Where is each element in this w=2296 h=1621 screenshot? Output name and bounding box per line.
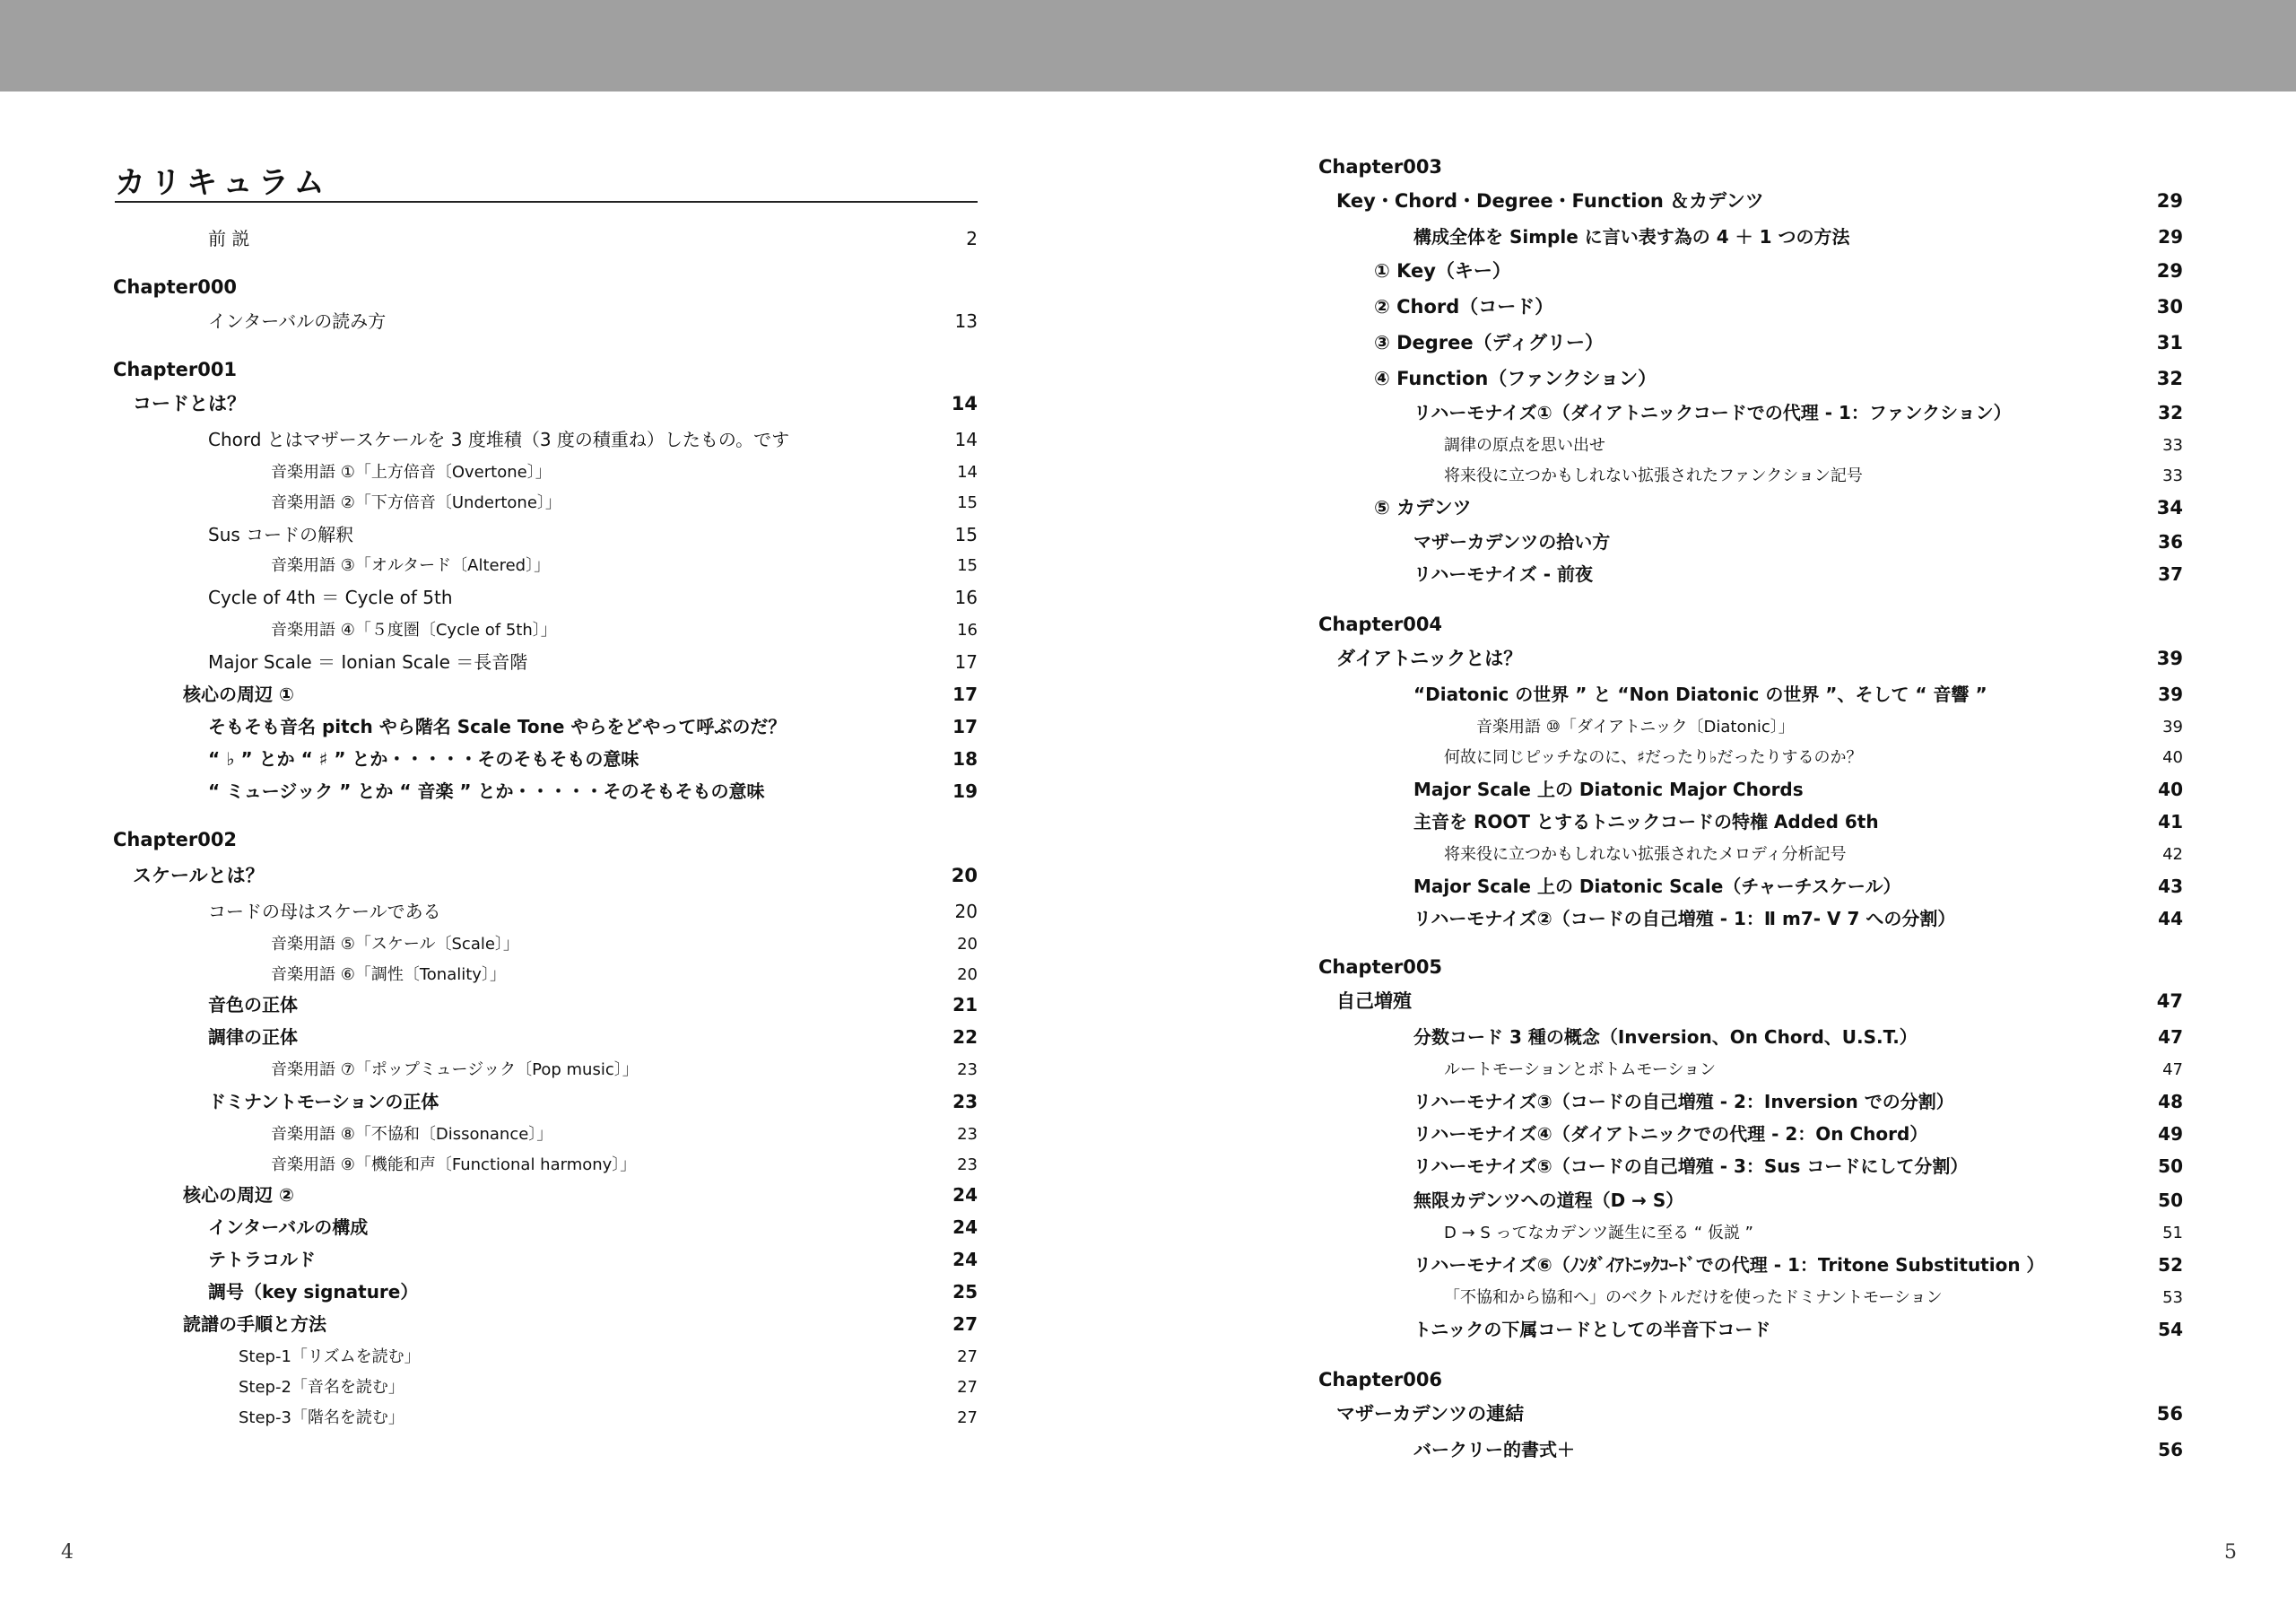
toc-entry-page: 27 — [957, 1378, 978, 1397]
toc-entry — [208, 307, 978, 333]
toc-entry-title: 調律の正体 — [208, 1026, 298, 1048]
toc-entry-page: 50 — [2158, 1155, 2183, 1177]
toc-entry — [1444, 463, 2183, 486]
toc-entry — [133, 389, 978, 416]
toc-entry-title: ② Chord（コード） — [1374, 296, 1554, 318]
toc-entry-page: 23 — [957, 1060, 978, 1079]
toc-entry — [208, 425, 978, 451]
curriculum-title — [115, 165, 978, 203]
toc-entry-page: 15 — [957, 493, 978, 512]
toc-entry-page: 13 — [954, 310, 978, 332]
toc-entry-title: Chapter006 — [1318, 1369, 1443, 1390]
toc-entry-page: 44 — [2158, 908, 2183, 929]
toc-entry-page: 36 — [2158, 531, 2183, 553]
toc-entry — [1413, 1315, 2183, 1341]
toc-entry-title: Chapter000 — [113, 276, 238, 298]
toc-entry — [133, 861, 978, 888]
toc-entry-page: 20 — [951, 865, 978, 886]
toc-entry-page: 20 — [954, 901, 978, 922]
toc-entry — [271, 1152, 978, 1175]
page-number-left: 4 — [61, 1541, 74, 1564]
toc-entry-page: 29 — [2156, 260, 2183, 282]
toc-entry-title: D → S ってなカデンツ誕生に至る “ 仮説 ” — [1444, 1224, 1753, 1242]
toc-entry-title: Step-1「リズムを読む」 — [239, 1347, 421, 1366]
toc-entry-title: 音楽用語 ⑥「調性〔Tonality〕」 — [271, 965, 506, 984]
toc-entry-page: 23 — [957, 1155, 978, 1174]
toc-entry — [271, 553, 978, 576]
toc-entry — [1336, 987, 2183, 1014]
toc-entry — [1413, 807, 2183, 833]
toc-entry — [208, 1213, 978, 1239]
toc-entry-page: 32 — [2158, 402, 2183, 423]
toc-entry — [1444, 432, 2183, 456]
toc-entry — [1413, 1435, 2183, 1461]
toc-entry — [183, 680, 978, 706]
toc-entry-title: Step-3「階名を読む」 — [239, 1408, 404, 1427]
toc-entry-title: 将来役に立つかもしれない拡張されたメロディ分析記号 — [1444, 845, 1847, 864]
toc-entry-title: Cycle of 4th ＝ Cycle of 5th — [208, 587, 453, 608]
toc-entry — [1444, 841, 2183, 865]
toc-entry-page: 39 — [2162, 718, 2183, 736]
toc-entry-page: 56 — [2158, 1439, 2183, 1460]
toc-entry-title: 音楽用語 ③「オルタード〔Altered〕」 — [271, 556, 551, 575]
toc-entry — [208, 648, 978, 674]
toc-entry-title: マザーカデンツの拾い方 — [1413, 531, 1611, 553]
toc-entry-title: 音楽用語 ②「下方倍音〔Undertone〕」 — [271, 493, 561, 512]
toc-entry-title: ダイアトニックとは？ — [1336, 648, 1523, 669]
toc-entry — [1476, 714, 2183, 737]
toc-entry — [1444, 1285, 2183, 1308]
toc-entry-page: 16 — [957, 621, 978, 640]
toc-entry-title: 「不協和から協和へ」のベクトルだけを使ったドミナントモーション — [1444, 1288, 1943, 1307]
toc-entry-title: 何故に同じピッチなのに、♯だったり♭だったりするのか？ — [1444, 748, 1863, 767]
toc-entry — [239, 1344, 978, 1367]
chapter-heading — [1318, 1369, 2183, 1390]
toc-entry-title: トニックの下属コードとしての半音下コード — [1413, 1319, 1771, 1340]
toc-entry-page: 32 — [2156, 368, 2183, 389]
toc-entry-page: 37 — [2158, 563, 2183, 585]
toc-entry-title: バークリー的書式＋ — [1413, 1439, 1575, 1460]
toc-entry — [1444, 745, 2183, 768]
toc-entry-page: 52 — [2158, 1254, 2183, 1276]
toc-entry-title: インターバルの読み方 — [208, 310, 387, 332]
toc-entry — [1413, 775, 2183, 801]
toc-entry — [1374, 292, 2183, 319]
toc-entry-title: Major Scale 上の Diatonic Scale（チャーチスケール） — [1413, 876, 1901, 897]
toc-entry — [271, 459, 978, 483]
toc-entry-title: 音楽用語 ⑩「ダイアトニック〔Diatonic〕」 — [1476, 718, 1795, 736]
toc-entry-title: 音楽用語 ⑧「不協和〔Dissonance〕」 — [271, 1125, 553, 1144]
toc-entry-title: 読譜の手順と方法 — [183, 1313, 326, 1335]
toc-entry-page: 14 — [957, 463, 978, 482]
toc-entry — [271, 1121, 978, 1145]
toc-entry — [1374, 257, 2183, 283]
toc-entry-title: Chord とはマザースケールを 3 度堆積（3 度の積重ね）したもの。です — [208, 429, 790, 450]
toc-entry — [183, 1181, 978, 1207]
toc-entry-title: Major Scale ＝ Ionian Scale ＝長音階 — [208, 651, 528, 673]
toc-entry-page: 47 — [2156, 990, 2183, 1012]
toc-entry-page: 51 — [2162, 1224, 2183, 1242]
toc-entry — [1374, 493, 2183, 520]
toc-entry — [1413, 904, 2183, 930]
toc-entry — [271, 617, 978, 641]
toc-entry — [271, 962, 978, 985]
toc-entry-title: スケールとは？ — [133, 865, 265, 886]
toc-entry — [208, 1087, 978, 1113]
toc-entry-page: 53 — [2162, 1288, 2183, 1307]
toc-entry-page: 47 — [2162, 1060, 2183, 1079]
toc-entry — [208, 777, 978, 803]
toc-entry-page: 20 — [957, 935, 978, 954]
toc-entry-title: リハーモナイズ①（ダイアトニックコードでの代理 - 1：ファンクション） — [1413, 402, 2012, 423]
toc-entry — [1413, 1087, 2183, 1113]
toc-entry — [208, 1277, 978, 1303]
toc-entry-page: 14 — [951, 393, 978, 414]
toc-entry-title: Chapter005 — [1318, 956, 1443, 978]
toc-entry-title: 核心の周辺 ② — [183, 1184, 294, 1206]
toc-entry-page: 48 — [2158, 1091, 2183, 1112]
toc-entry — [1444, 1057, 2183, 1080]
toc-entry — [208, 1245, 978, 1271]
toc-entry-page: 43 — [2158, 876, 2183, 897]
toc-entry-page: 14 — [954, 429, 978, 450]
toc-entry-page: 29 — [2158, 226, 2183, 248]
toc-entry-title: Chapter004 — [1318, 614, 1443, 635]
toc-entry-title: Key・Chord・Degree・Function ＆カデンツ — [1336, 190, 1764, 212]
toc-entry — [208, 897, 978, 923]
toc-entry-page: 33 — [2162, 436, 2183, 455]
toc-entry-page: 40 — [2162, 748, 2183, 767]
toc-entry-title: Chapter003 — [1318, 156, 1443, 178]
toc-entry — [208, 520, 978, 546]
toc-entry — [239, 1374, 978, 1398]
toc-entry-title: 構成全体を Simple に言い表す為の 4 ＋ 1 つの方法 — [1413, 226, 1850, 248]
toc-entry-page: 31 — [2156, 332, 2183, 353]
toc-entry-page: 56 — [2156, 1403, 2183, 1425]
chapter-heading — [113, 829, 978, 850]
toc-entry-page: 33 — [2162, 466, 2183, 485]
toc-entry-title: “Diatonic の世界 ” と “Non Diatonic の世界 ”、そして “ 音響 ” — [1413, 684, 1987, 705]
toc-entry-page: 17 — [952, 716, 978, 737]
toc-entry — [1413, 1120, 2183, 1146]
toc-entry-title: リハーモナイズ②（コードの自己増殖 - 1：Ⅱ m7- Ⅴ 7 への分割） — [1413, 908, 1956, 929]
toc-entry-title: 調号（key signature） — [208, 1281, 419, 1303]
toc-entry — [271, 490, 978, 513]
toc-entry-title: 前 説 — [208, 228, 250, 249]
toc-entry — [1413, 872, 2183, 898]
toc-entry-title: 音楽用語 ①「上方倍音〔Overtone〕」 — [271, 463, 552, 482]
toc-entry — [1413, 1152, 2183, 1178]
toc-entry — [271, 931, 978, 954]
toc-entry-page: 49 — [2158, 1123, 2183, 1145]
toc-entry — [208, 1023, 978, 1049]
toc-entry-page: 39 — [2156, 648, 2183, 669]
toc-entry-page: 25 — [952, 1281, 978, 1303]
chapter-heading — [1318, 156, 2183, 178]
toc-entry-title: リハーモナイズ⑤（コードの自己増殖 - 3：Sus コードにして分割） — [1413, 1155, 1969, 1177]
toc-entry — [208, 712, 978, 738]
toc-entry-page: 24 — [952, 1249, 978, 1270]
toc-entry-page: 23 — [952, 1091, 978, 1112]
toc-entry-page: 17 — [952, 684, 978, 705]
toc-entry-page: 34 — [2156, 497, 2183, 519]
chapter-heading — [113, 359, 978, 380]
toc-entry — [1413, 398, 2183, 424]
toc-entry-title: 調律の原点を思い出せ — [1444, 436, 1605, 455]
toc-entry-title: ④ Function（ファンクション） — [1374, 368, 1657, 389]
toc-entry-title: ③ Degree（ディグリー） — [1374, 332, 1604, 353]
toc-entry-page: 15 — [954, 524, 978, 545]
toc-entry-title: 音色の正体 — [208, 994, 298, 1015]
toc-entry-page: 27 — [957, 1408, 978, 1427]
toc-entry-title: Sus コードの解釈 — [208, 524, 354, 545]
toc-entry-title: Major Scale 上の Diatonic Major Chords — [1413, 779, 1804, 800]
toc-entry-title: ⑤ カデンツ — [1374, 497, 1472, 519]
toc-entry-page: 18 — [952, 748, 978, 770]
right-page — [1148, 0, 2296, 1621]
toc-entry — [1336, 1399, 2183, 1426]
toc-entry-page: 29 — [2156, 190, 2183, 212]
toc-entry — [1413, 527, 2183, 553]
page-title: カリキュラム — [115, 165, 330, 201]
toc-entry-title: リハーモナイズ④（ダイアトニックでの代理 - 2：On Chord） — [1413, 1123, 1928, 1145]
toc-entry-page: 24 — [952, 1216, 978, 1238]
toc-entry-title: コードとは？ — [133, 393, 246, 414]
toc-entry-title: マザーカデンツの連結 — [1336, 1403, 1525, 1425]
toc-entry-title: そもそも音名 pitch やら階名 Scale Tone やらをどやって呼ぶのだ？ — [208, 716, 787, 737]
toc-entry-page: 30 — [2156, 296, 2183, 318]
toc-entry — [271, 1057, 978, 1080]
toc-entry-page: 47 — [2158, 1026, 2183, 1048]
toc-entry-title: 音楽用語 ⑨「機能和声〔Functional harmony〕」 — [271, 1155, 637, 1174]
toc-entry — [1336, 187, 2183, 214]
toc-entry — [208, 583, 978, 609]
toc-entry-page: 23 — [957, 1125, 978, 1144]
toc-entry-title: 音楽用語 ⑤「スケール〔Scale〕」 — [271, 935, 519, 954]
toc-entry-title: 音楽用語 ⑦「ポップミュージック〔Pop music〕」 — [271, 1060, 639, 1079]
toc-entry-page: 41 — [2158, 811, 2183, 832]
toc-entry-title: Chapter002 — [113, 829, 238, 850]
toc-entry — [208, 224, 978, 250]
page-number-right: 5 — [2224, 1541, 2237, 1564]
toc-entry-page: 42 — [2162, 845, 2183, 864]
toc-entry-title: 無限カデンツへの道程（D → S） — [1413, 1190, 1684, 1211]
toc-entry — [208, 990, 978, 1016]
toc-entry-title: ドミナントモーションの正体 — [208, 1091, 439, 1112]
toc-entry-title: 分数コード 3 種の概念（Inversion、On Chord、U.S.T.） — [1413, 1026, 1918, 1048]
toc-entry-title: テトラコルド — [208, 1249, 316, 1270]
toc-entry — [1413, 560, 2183, 586]
toc-entry — [1413, 1186, 2183, 1212]
chapter-heading — [113, 276, 978, 298]
toc-entry — [183, 1310, 978, 1336]
toc-entry-page: 27 — [957, 1347, 978, 1366]
toc-entry-title: リハーモナイズ - 前夜 — [1413, 563, 1594, 585]
toc-entry — [1374, 364, 2183, 391]
toc-entry-title: “ ♭ ” とか “ ♯ ” とか・・・・・そのそもそもの意味 — [208, 748, 639, 770]
toc-entry-page: 40 — [2158, 779, 2183, 800]
toc-entry-page: 16 — [954, 587, 978, 608]
toc-entry — [1336, 644, 2183, 671]
toc-entry-title: 将来役に立つかもしれない拡張されたファンクション記号 — [1444, 466, 1863, 485]
toc-entry-title: ① Key（キー） — [1374, 260, 1511, 282]
toc-entry — [208, 745, 978, 771]
toc-entry-title: 音楽用語 ④「５度圏〔Cycle of 5th〕」 — [271, 621, 557, 640]
chapter-heading — [1318, 614, 2183, 635]
toc-entry-page: 17 — [954, 651, 978, 673]
toc-entry-page: 19 — [952, 780, 978, 802]
toc-entry-page: 20 — [957, 965, 978, 984]
toc-entry-title: コードの母はスケールである — [208, 901, 441, 922]
toc-entry-title: “ ミュージック ” とか “ 音楽 ” とか・・・・・そのそもそもの意味 — [208, 780, 765, 802]
toc-entry-title: Chapter001 — [113, 359, 238, 380]
toc-entry-title: 自己増殖 — [1336, 990, 1412, 1012]
toc-entry-page: 21 — [952, 994, 978, 1015]
toc-entry — [1413, 680, 2183, 706]
chapter-heading — [1318, 956, 2183, 978]
toc-entry-page: 50 — [2158, 1190, 2183, 1211]
toc-entry — [1413, 1023, 2183, 1049]
toc-entry-page: 24 — [952, 1184, 978, 1206]
toc-entry — [1413, 222, 2183, 248]
toc-entry-title: リハーモナイズ⑥（ﾉﾝﾀﾞｲｱﾄﾆｯｸｺｰﾄﾞでの代理 - 1：Tritone Substitution ） — [1413, 1254, 2045, 1276]
toc-entry-title: ルートモーションとボトムモーション — [1444, 1060, 1717, 1079]
toc-entry-page: 27 — [952, 1313, 978, 1335]
toc-entry — [1413, 1251, 2183, 1277]
toc-entry-page: 39 — [2158, 684, 2183, 705]
toc-entry-title: 核心の周辺 ① — [183, 684, 294, 705]
toc-entry-page: 54 — [2158, 1319, 2183, 1340]
toc-entry-title: 主音を ROOT とするトニックコードの特権 Added 6th — [1413, 811, 1879, 832]
toc-entry-page: 22 — [952, 1026, 978, 1048]
toc-entry-title: リハーモナイズ③（コードの自己増殖 - 2：Inversion での分割） — [1413, 1091, 1954, 1112]
toc-entry — [1444, 1220, 2183, 1243]
toc-entry — [239, 1405, 978, 1428]
toc-entry — [1374, 328, 2183, 355]
toc-entry-page: 2 — [966, 228, 978, 249]
toc-entry-title: インターバルの構成 — [208, 1216, 369, 1238]
toc-entry-title: Step-2「音名を読む」 — [239, 1378, 404, 1397]
toc-entry-page: 15 — [957, 556, 978, 575]
